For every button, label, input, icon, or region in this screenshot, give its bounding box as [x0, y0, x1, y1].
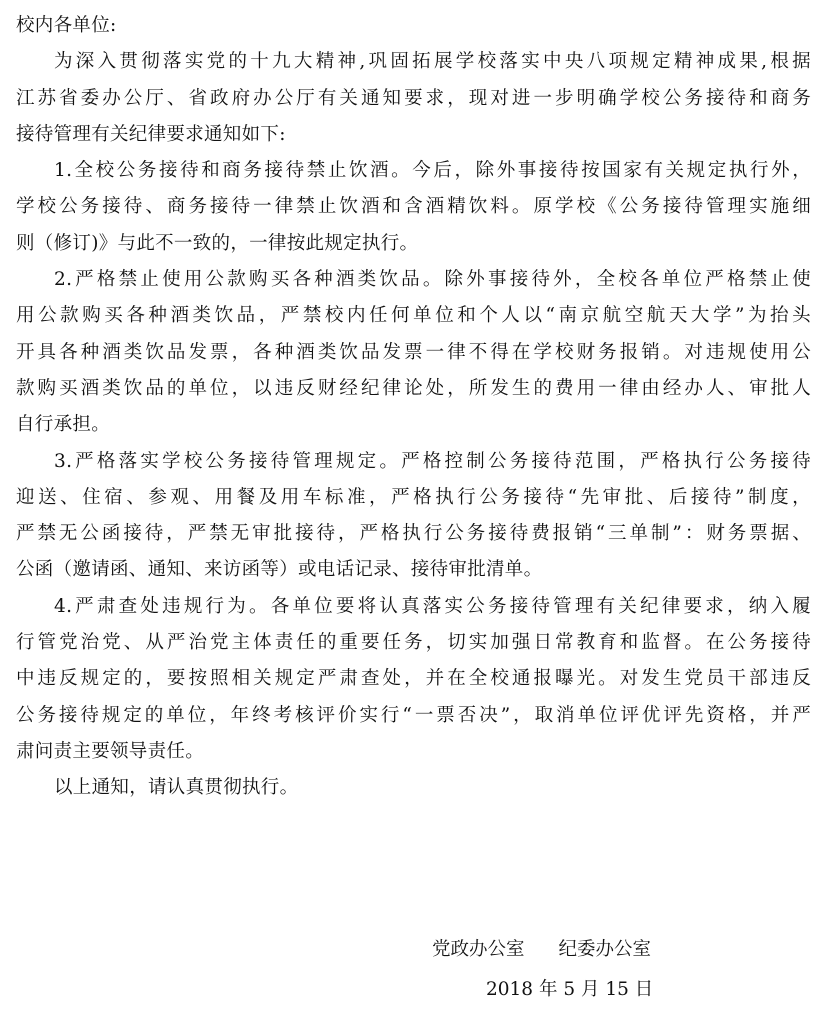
- paragraph-line: 迎送、住宿、参观、用餐及用车标准，严格执行公务接待“先审批、后接待”制度，: [16, 486, 811, 508]
- paragraph-line: 行管党治党、从严治党主体责任的重要任务，切实加强日常教育和监督。在公务接待: [16, 632, 811, 654]
- signature-issuers: [432, 938, 651, 962]
- notice-document: [16, 8, 811, 807]
- issuer-discipline-office: 纪委办公室: [558, 939, 652, 960]
- paragraph-item-3: [16, 444, 811, 589]
- paragraph-line: 以上通知，请认真贯彻执行。: [54, 777, 299, 799]
- paragraph-line: 用公款购买各种酒类饮品，严禁校内任何单位和个人以“南京航空航天大学”为抬头: [16, 305, 811, 327]
- paragraph-closing: [16, 770, 811, 806]
- paragraph-line: 学校公务接待、商务接待一律禁止饮酒和含酒精饮料。原学校《公务接待管理实施细: [16, 196, 811, 218]
- signature-date: 2018 年 5 月 15 日: [486, 979, 654, 1000]
- paragraph-line: 严禁无公函接待，严禁无审批接待，严格执行公务接待费报销“三单制”：财务票据、: [16, 523, 811, 545]
- salutation: 校内各单位:: [16, 15, 117, 36]
- paragraph-line: 3.严格落实学校公务接待管理规定。严格控制公务接待范围，严格执行公务接待: [54, 450, 811, 472]
- issuer-party-office: 党政办公室: [432, 939, 525, 960]
- paragraph-line: 肃问责主要领导责任。: [16, 740, 205, 762]
- paragraph-item-4: [16, 589, 811, 770]
- paragraph-line: 为深入贯彻落实党的十九大精神,巩固拓展学校落实中央八项规定精神成果,根据: [54, 51, 811, 73]
- paragraph-line: 款购买酒类饮品的单位，以违反财经纪律论处，所发生的费用一律由经办人、审批人: [16, 377, 811, 399]
- paragraph-line: 2.严格禁止使用公款购买各种酒类饮品。除外事接待外，全校各单位严格禁止使: [54, 269, 811, 291]
- paragraph-line: 开具各种酒类饮品发票，各种酒类饮品发票一律不得在学校财务报销。对违规使用公: [16, 341, 811, 363]
- paragraph-line: 4.严肃查处违规行为。各单位要将认真落实公务接待管理有关纪律要求，纳入履: [54, 595, 811, 617]
- paragraph-line: 公函（邀请函、通知、来访函等）或电话记录、接待审批清单。: [16, 559, 543, 581]
- paragraph-item-2: [16, 262, 811, 443]
- paragraph-line: 公务接待规定的单位，年终考核评价实行“一票否决”，取消单位评优评先资格，并严: [16, 704, 811, 726]
- paragraph-line: 江苏省委办公厅、省政府办公厅有关通知要求，现对进一步明确学校公务接待和商务: [16, 87, 811, 109]
- paragraph-line: 自行承担。: [16, 414, 111, 436]
- paragraph-line: 中违反规定的，要按照相关规定严肃查处，并在全校通报曝光。对发生党员干部违反: [16, 668, 811, 690]
- paragraph-item-1: [16, 153, 811, 262]
- paragraph-line: 则（修订)》与此不一致的，一律按此规定执行。: [16, 232, 419, 254]
- paragraph-intro: [16, 44, 811, 153]
- paragraph-line: 1.全校公务接待和商务接待禁止饮酒。今后，除外事接待按国家有关规定执行外，: [54, 160, 811, 182]
- paragraph-line: 接待管理有关纪律要求通知如下:: [16, 123, 286, 145]
